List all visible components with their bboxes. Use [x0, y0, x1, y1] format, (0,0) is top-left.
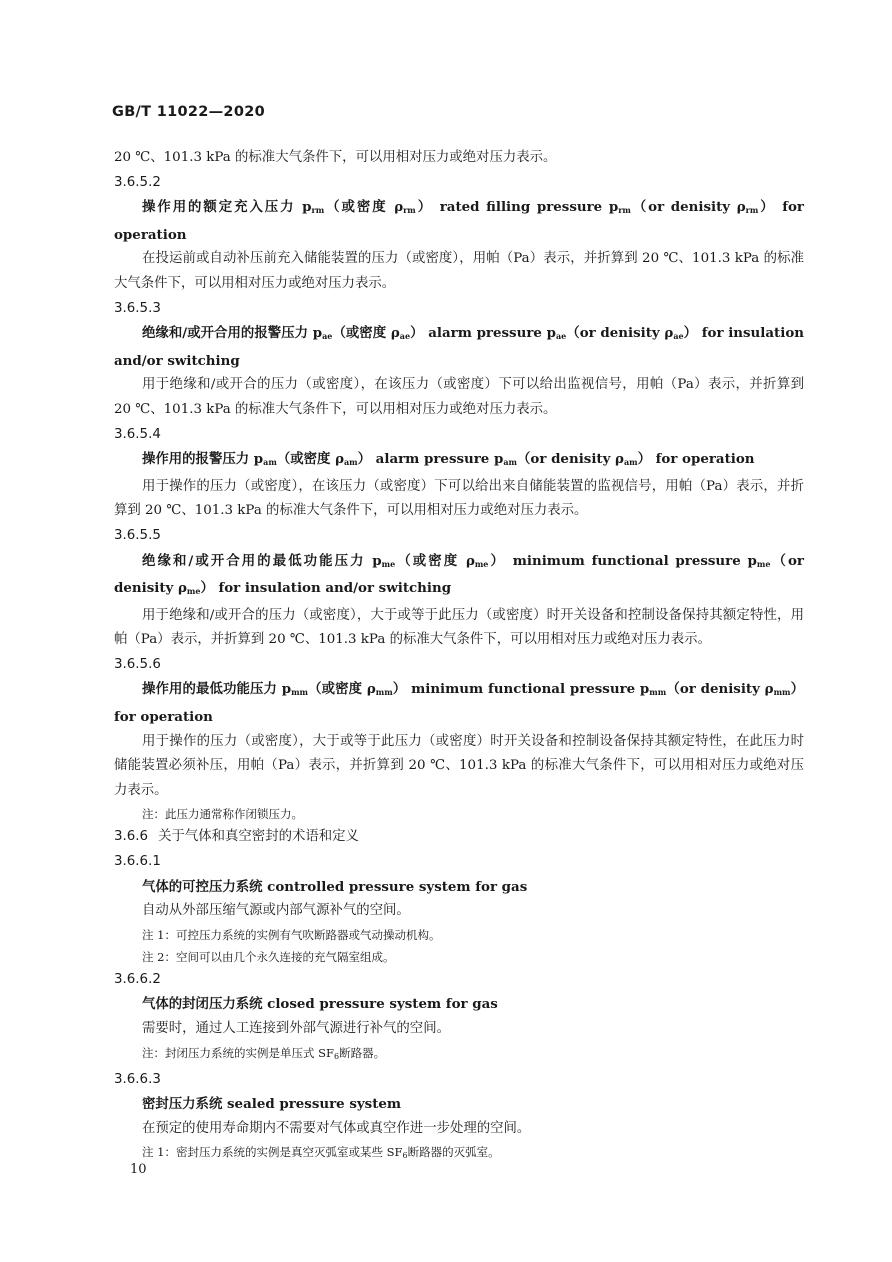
definition-text: 用于绝缘和/或开合的压力（或密度），大于或等于此压力（或密度）时开关设备和控制设备保持其额定特性，用帕（Pa）表示，并折算到 20 ℃、101.3 kPa 的标准大气条件下，可以用相对压力或绝对压力表示。 — [114, 607, 804, 648]
note-text: 注 2：空间可以由几个永久连接的充气隔室组成。 — [142, 949, 395, 964]
term-title: 绝缘和/或开合用的最低功能压力 $p_{me}$（或密度 $\rho_{me}$） minimum functional pressure $p_{me}(or$ denisity $\rho_{me}$） for insulation and/or switching — [114, 552, 804, 597]
clause-number: 3.6.6.2 — [114, 971, 161, 987]
note-text: 注 1：可控压力系统的实例有气吹断路器或气动操动机构。 — [142, 927, 441, 942]
definition-text: 用于操作的压力（或密度），大于或等于此压力（或密度）时开关设备和控制设备保持其额定特性，在此压力时储能装置必须补压，用帕（Pa）表示，并折算到 20 ℃、101.3 kPa 的标准大气条件下，可以用相对压力或绝对压力表示。 — [114, 733, 804, 798]
note-text: 注：封闭压力系统的实例是单压式 $SF_6$断路器。 — [142, 1045, 386, 1061]
section-number: 3.6.6 — [114, 829, 149, 845]
clause-number: 3.6.5.4 — [114, 426, 161, 442]
definition-text: 用于操作的压力（或密度），在该压力（或密度）下可以给出来自储能装置的监视信号，用帕（Pa）表示，并折算到 20 ℃、101.3 kPa 的标准大气条件下，可以用相对压力或绝对压力表示。 — [114, 478, 804, 519]
definition-text: 需要时，通过人工连接到外部气源进行补气的空间。 — [142, 1021, 450, 1036]
document-body — [114, 146, 804, 1167]
term-title: 操作用的报警压力 $p_{am}$（或密度 $\rho_{am}$） alarm pressure $p_{am}(or$ denisity $\rho_{am}$） for operation — [142, 451, 755, 468]
definition-text: 自动从外部压缩气源或内部气源补气的空间。 — [142, 903, 410, 919]
term-title: 绝缘和/或开合用的报警压力 $p_{ae}$（或密度 $\rho_{ae}$） alarm pressure $p_{ae}(or$ denisity $\rho_{ae}$） for insulation and/or switching — [114, 325, 804, 369]
term-title: 操作用的额定充入压力 $p_{rm}$（或密度 $\rho_{rm}$） rated filling pressure $p_{rm}(or$ denisity $\rho_{rm}$） for operation — [114, 199, 804, 243]
definition-text: 20 ℃、101.3 kPa 的标准大气条件下，可以用相对压力或绝对压力表示。 — [114, 150, 557, 165]
clause-number: 3.6.6.1 — [114, 854, 161, 870]
clause-number: 3.6.6.3 — [114, 1071, 161, 1087]
clause-number: 3.6.5.2 — [114, 174, 161, 190]
term-title: 操作用的最低功能压力 $p_{mm}$（或密度 $\rho_{mm}$） minimum functional pressure $p_{mm}(or$ denisity $\rho_{mm}$） for operation — [114, 681, 804, 726]
term-title: 密封压力系统 sealed pressure system — [142, 1096, 402, 1113]
clause-number: 3.6.5.6 — [114, 656, 161, 672]
term-title: 气体的封闭压力系统 closed pressure system for gas — [142, 996, 498, 1013]
definition-text: 在预定的使用寿命期内不需要对气体或真空作进一步处理的空间。 — [142, 1120, 531, 1136]
clause-number: 3.6.5.5 — [114, 527, 161, 543]
term-title: 气体的可控压力系统 controlled pressure system for gas — [142, 878, 528, 895]
note-text: 注 1：密封压力系统的实例是真空灭弧室或某些 $SF_6$断路器的灭弧室。 — [142, 1145, 500, 1161]
note-text: 注：此压力通常称作闭锁压力。 — [142, 807, 303, 822]
definition-text: 在投运前或自动补压前充入储能装置的压力（或密度），用帕（Pa）表示，并折算到 20 ℃、101.3 kPa 的标准大气条件下，可以用相对压力或绝对压力表示。 — [114, 251, 804, 291]
definition-text: 用于绝缘和/或开合的压力（或密度），在该压力（或密度）下可以给出监视信号，用帕（Pa）表示，并折算到 20 ℃、101.3 kPa 的标准大气条件下，可以用相对压力或绝对压力表示。 — [114, 377, 804, 417]
section-title: 关于气体和真空密封的术语和定义 — [158, 829, 359, 845]
section-heading — [114, 825, 804, 850]
clause-number: 3.6.5.3 — [114, 300, 161, 316]
page-number: 10 — [130, 1162, 147, 1177]
standard-code: GB/T 11022—2020 — [112, 104, 265, 120]
